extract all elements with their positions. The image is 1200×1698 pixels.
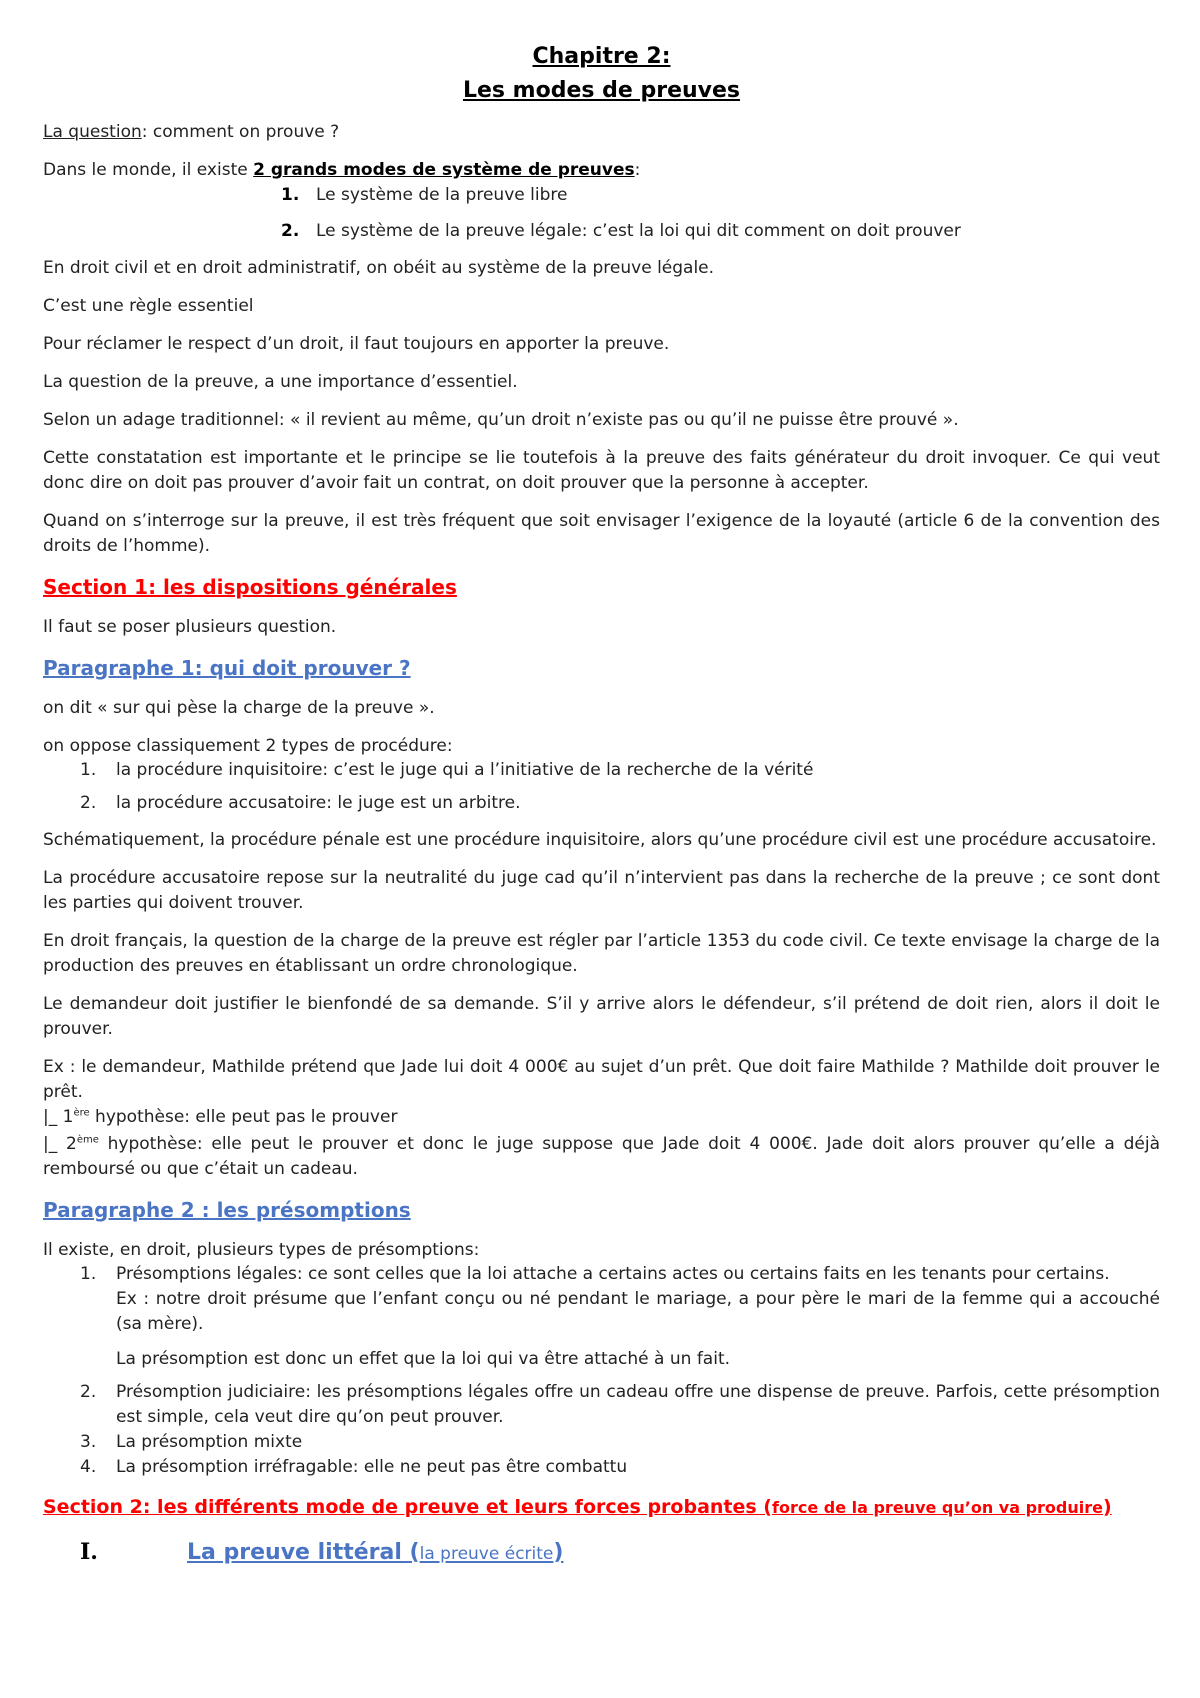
hypothesis-paragraph [43, 1132, 1160, 1182]
monde-after: : [634, 160, 641, 180]
presumptions-list [43, 1262, 1160, 1480]
list-text: Présomptions légales: ce sont celles que la loi attache a certains actes ou certains faits en les tenants pour certains. [116, 1264, 1110, 1284]
document-page [43, 40, 1160, 1570]
section-1-heading: Section 1: les dispositions générales [43, 575, 457, 599]
list-text: Le système de la preuve légale: c’est la loi qui dit comment on doit prouver [316, 221, 961, 241]
paragraph: Il existe, en droit, plusieurs types de présomptions: [43, 1240, 480, 1260]
example-paragraph [43, 1055, 1160, 1130]
hypothesis-prefix: |_ 1 [43, 1107, 74, 1127]
hypothesis-sup: ère [73, 1107, 90, 1119]
list-number: 2. [80, 1382, 97, 1402]
part-1-close: ) [553, 1540, 564, 1565]
list-text: La présomption mixte [116, 1432, 303, 1452]
paragraph: La question de la preuve, a une importance d’essentiel. [43, 372, 518, 392]
list-item [43, 791, 1160, 816]
paragraph: En droit civil et en droit administratif, on obéit au système de la preuve légale. [43, 258, 715, 278]
section-2-close: ) [1103, 1496, 1112, 1518]
list-number: 1. [80, 1264, 97, 1284]
list-number: 1. [80, 760, 97, 780]
list-number: 2. [80, 793, 97, 813]
list-item [43, 183, 1160, 208]
list-text: la procédure inquisitoire: c’est le juge qui a l’initiative de la recherche de la vérité [116, 760, 814, 780]
list-text: la procédure accusatoire: le juge est un arbitre. [116, 793, 521, 813]
question-label: La question [43, 122, 142, 142]
paragraph: Selon un adage traditionnel: « il revient au même, qu’un droit n’existe pas ou qu’il ne puisse être prouvé ». [43, 410, 959, 430]
hypothesis-sup: ème [76, 1134, 99, 1146]
list-item [43, 219, 1160, 244]
list-text: Le système de la preuve libre [316, 185, 568, 205]
hypothesis-text: hypothèse: elle peut le prouver et donc le juge suppose que Jade doit 4 000€. Jade doit alors prouver qu’elle a déjà remboursé ou que c’était un cadeau. [43, 1134, 1160, 1179]
list-note: La présomption est donc un effet que la loi qui va être attaché à un fait. [116, 1349, 731, 1369]
paragraph: Le demandeur doit justifier le bienfondé de sa demande. S’il y arrive alors le défendeur, s’il prétend de doit rien, alors il doit le prouver. [43, 994, 1160, 1039]
paragraph: Schématiquement, la procédure pénale est une procédure inquisitoire, alors qu’une procédure civil est une procédure accusatoire. [43, 830, 1157, 850]
list-item [43, 1430, 1160, 1455]
monde-bold: 2 grands modes de système de preuves [253, 160, 635, 180]
paragraph: Quand on s’interroge sur la preuve, il est très fréquent que soit envisager l’exigence de la loyauté (article 6 de la convention des droits de l’homme). [43, 511, 1160, 556]
list-number: 4. [80, 1457, 97, 1477]
part-1-subtitle: la preuve écrite [419, 1544, 554, 1564]
list-number: 1. [281, 185, 300, 205]
paragraph: La procédure accusatoire repose sur la neutralité du juge cad qu’il n’intervient pas dans la recherche de la preuve ; ce sont dont les parties qui doivent trouver. [43, 868, 1160, 913]
example-text: Ex : le demandeur, Mathilde prétend que Jade lui doit 4 000€ au sujet d’un prêt. Que doit faire Mathilde ? Mathilde doit prouver le prêt. [43, 1057, 1160, 1102]
list-text: Présomption judiciaire: les présomptions légales offre un cadeau offre une dispense de preuve. Parfois, cette présomption est simple, cela veut dire qu’on peut prouver. [116, 1382, 1160, 1427]
list-item [43, 1455, 1160, 1480]
section-2-subtitle: force de la preuve qu’on va produire [772, 1498, 1103, 1517]
list-item [43, 1380, 1160, 1430]
paragraph: Pour réclamer le respect d’un droit, il faut toujours en apporter la preuve. [43, 334, 670, 354]
list-item [43, 1262, 1160, 1372]
monde-line [43, 158, 1160, 183]
list-number: 3. [80, 1432, 97, 1452]
paragraph: En droit français, la question de la charge de la preuve est régler par l’article 1353 du code civil. Ce texte envisage la charge de la production des preuves en établissant un ordre chronologique. [43, 931, 1160, 976]
part-1-heading [43, 1536, 1160, 1570]
list-example: Ex : notre droit présume que l’enfant conçu ou né pendant le mariage, a pour père le mari de la femme qui a accouché (sa mère). [116, 1289, 1160, 1334]
hypothesis-text: hypothèse: elle peut pas le prouver [89, 1107, 398, 1127]
list-text: La présomption irréfragable: elle ne peut pas être combattu [116, 1457, 628, 1477]
paragraph: Cette constatation est importante et le principe se lie toutefois à la preuve des faits générateur du droit invoquer. Ce qui veut donc dire on doit pas prouver d’avoir fait un contrat, on doit prouver que la personne à accepter. [43, 448, 1160, 493]
part-1-title-main: La preuve littéral ( [187, 1540, 420, 1565]
paragraph: on dit « sur qui pèse la charge de la preuve ». [43, 698, 435, 718]
hypothesis-prefix: |_ 2 [43, 1134, 77, 1154]
chapter-subtitle: Les modes de preuves [462, 78, 741, 103]
paragraph: C’est une règle essentiel [43, 296, 254, 316]
roman-numeral: I. [80, 1539, 98, 1565]
paragraph: Il faut se poser plusieurs question. [43, 617, 337, 637]
chapter-title: Chapitre 2: [532, 44, 671, 69]
section-2-heading [43, 1492, 1160, 1523]
paragraph-2-heading: Paragraphe 2 : les présomptions [43, 1198, 411, 1222]
systems-list [43, 183, 1160, 244]
paragraph-1-heading: Paragraphe 1: qui doit prouver ? [43, 656, 411, 680]
procedure-list [43, 758, 1160, 816]
question-text: : comment on prouve ? [141, 122, 340, 142]
question-line [43, 120, 1160, 145]
part-1-title [187, 1540, 563, 1565]
monde-before: Dans le monde, il existe [43, 160, 254, 180]
list-item [43, 758, 1160, 783]
paragraph: on oppose classiquement 2 types de procédure: [43, 736, 453, 756]
list-number: 2. [281, 221, 300, 241]
section-2-title: Section 2: les différents mode de preuve et leurs forces probantes ( [43, 1496, 772, 1518]
